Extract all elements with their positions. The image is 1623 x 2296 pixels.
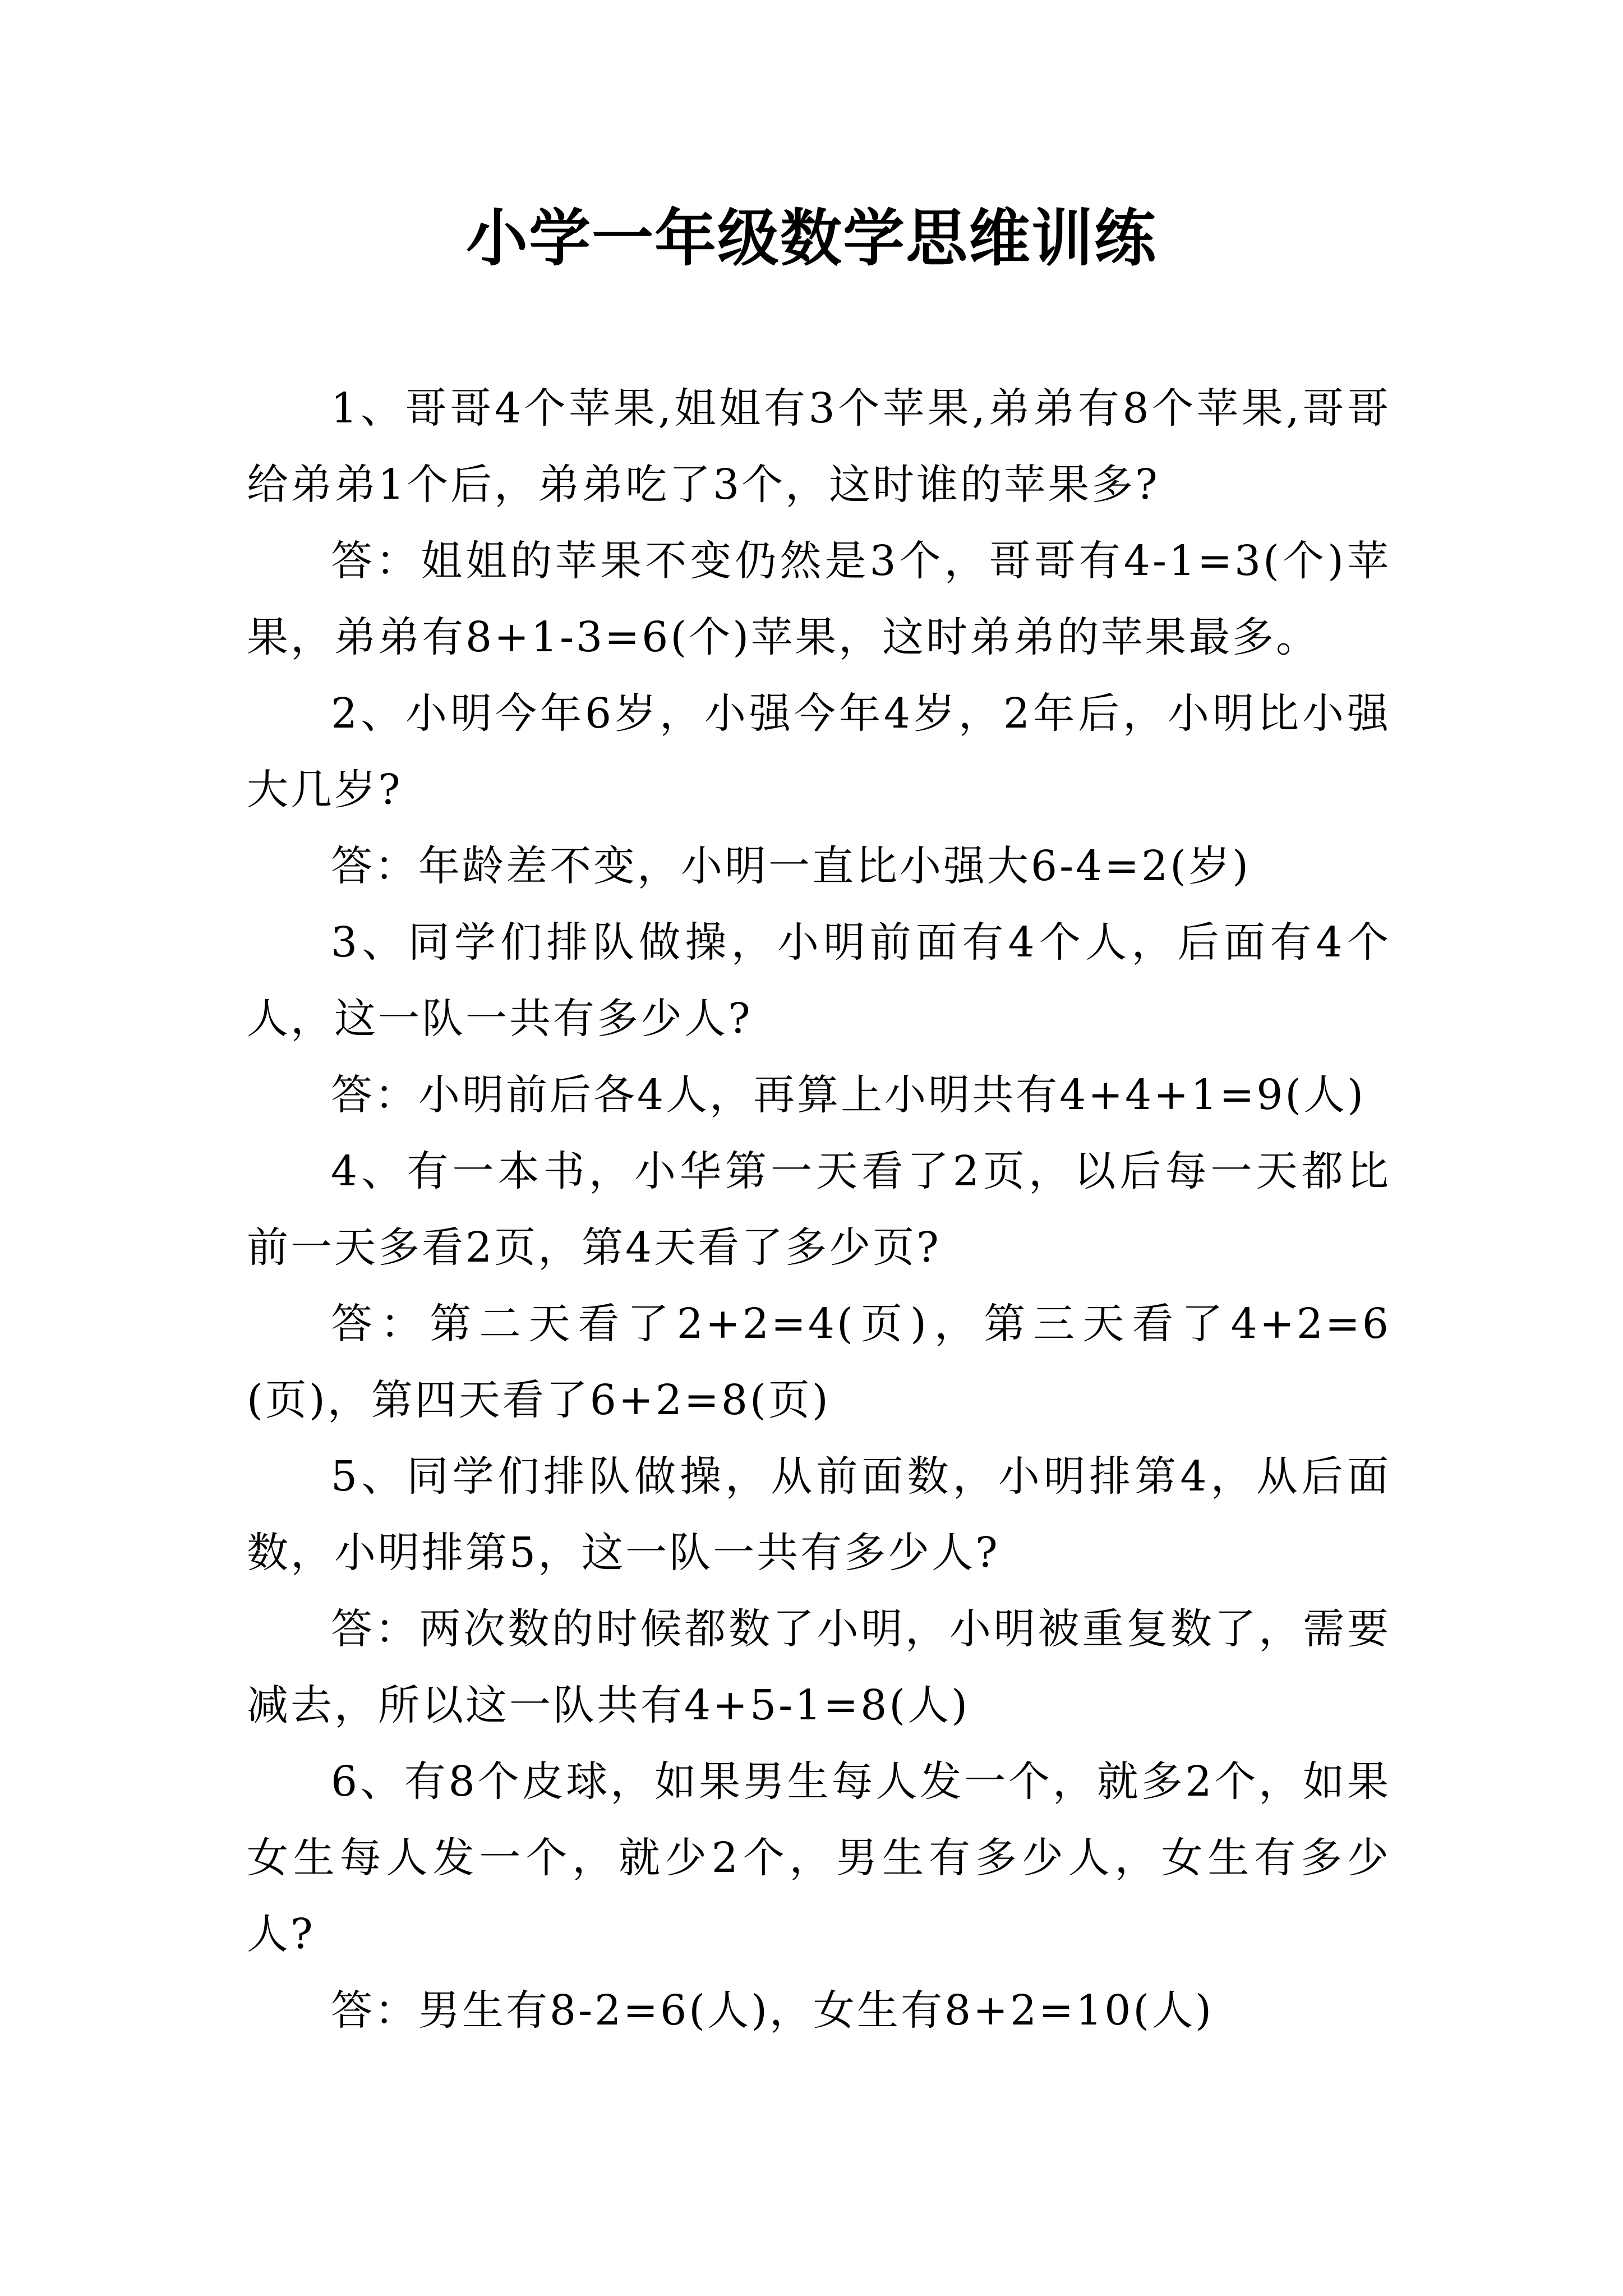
answer-3: 答：小明前后各4人，再算上小明共有4+4+1=9(人) — [331, 1071, 1366, 1119]
question-3: 3、同学们排队做操，小明前面有4个人，后面有4个人，这一队一共有多少人? — [247, 918, 1391, 1043]
question-4: 4、有一本书，小华第一天看了2页，以后每一天都比前一天多看2页，第4天看了多少页? — [247, 1147, 1391, 1272]
question-1: 1、哥哥4个苹果,姐姐有3个苹果,弟弟有8个苹果,哥哥给弟弟1个后，弟弟吃了3个，这时谁的苹果多? — [247, 384, 1391, 509]
question-2: 2、小明今年6岁，小强今年4岁，2年后，小明比小强大几岁? — [247, 689, 1391, 814]
answer-1: 答：姐姐的苹果不变仍然是3个，哥哥有4-1=3(个)苹果，弟弟有8+1-3=6(个)苹果，这时弟弟的苹果最多。 — [247, 537, 1391, 661]
answer-6: 答：男生有8-2=6(人)，女生有8+2=10(人) — [331, 1986, 1214, 2035]
answer-2: 答：年龄差不变，小明一直比小强大6-4=2(岁) — [331, 842, 1251, 890]
answer-5: 答：两次数的时候都数了小明，小明被重复数了，需要减去，所以这一队共有4+5-1=8(人) — [247, 1605, 1391, 1729]
document-title: 小学一年级数学思维训练 — [466, 202, 1157, 274]
answer-4: 答：第二天看了2+2=4(页)，第三天看了4+2=6(页)，第四天看了6+2=8(页) — [247, 1300, 1391, 1424]
question-5: 5、同学们排队做操，从前面数，小明排第4，从后面数，小明排第5，这一队一共有多少人? — [247, 1452, 1391, 1577]
question-6: 6、有8个皮球，如果男生每人发一个，就多2个，如果女生每人发一个，就少2个，男生有多少人，女生有多少人? — [247, 1757, 1391, 1958]
document-body — [247, 370, 1391, 2049]
